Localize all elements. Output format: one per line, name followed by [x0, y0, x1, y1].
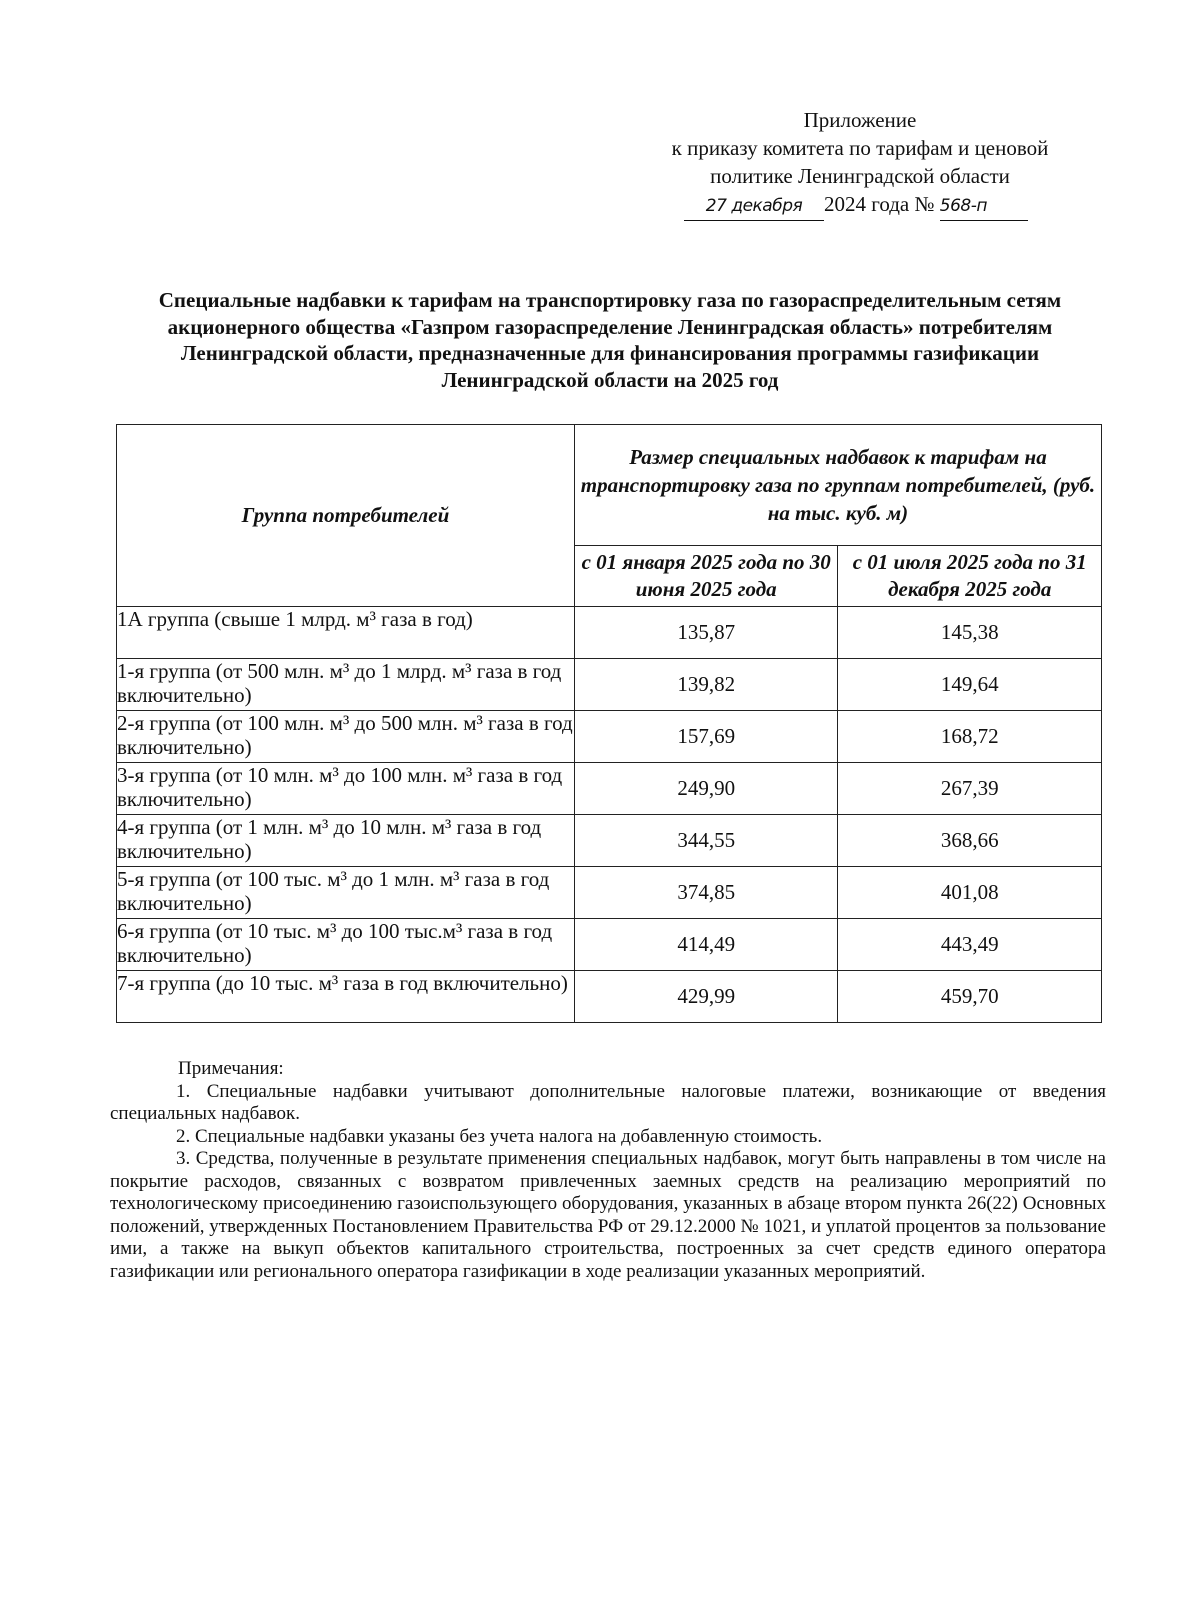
- table-row: [117, 659, 1102, 711]
- handwritten-date: 27 декабря: [684, 192, 824, 221]
- column-header-size: Размер специальных надбавок к тарифам на транспортировку газа по группам потребителей, (руб. на тыс. куб. м): [574, 425, 1101, 546]
- row-group-label: 2-я группа (от 100 млн. м³ до 500 млн. м³ газа в год включительно): [117, 711, 575, 763]
- row-group-label: 4-я группа (от 1 млн. м³ до 10 млн. м³ газа в год включительно): [117, 815, 575, 867]
- row-group-label: 6-я группа (от 10 тыс. м³ до 100 тыс.м³ газа в год включительно): [117, 919, 575, 971]
- row-value-period-1: 344,55: [574, 815, 838, 867]
- table-header-row: [117, 425, 1102, 546]
- table-row: [117, 971, 1102, 1023]
- notes-heading: Примечания:: [178, 1058, 284, 1079]
- row-value-period-2: 368,66: [838, 815, 1102, 867]
- column-header-period-2: с 01 июля 2025 года по 31 декабря 2025 года: [838, 546, 1102, 607]
- appendix-order-ref: к приказу комитета по тарифам и ценовой: [671, 136, 1049, 160]
- row-group-label: 1А группа (свыше 1 млрд. м³ газа в год): [117, 607, 575, 659]
- table-row: [117, 711, 1102, 763]
- row-value-period-2: 443,49: [838, 919, 1102, 971]
- row-value-period-1: 374,85: [574, 867, 838, 919]
- row-value-period-2: 401,08: [838, 867, 1102, 919]
- row-value-period-1: 157,69: [574, 711, 838, 763]
- tariff-table: [116, 424, 1102, 1023]
- row-value-period-1: 414,49: [574, 919, 838, 971]
- table-row: [117, 815, 1102, 867]
- row-value-period-2: 168,72: [838, 711, 1102, 763]
- row-group-label: 1-я группа (от 500 млн. м³ до 1 млрд. м³ газа в год включительно): [117, 659, 575, 711]
- row-value-period-1: 135,87: [574, 607, 838, 659]
- order-date-line: [640, 190, 1080, 221]
- row-group-label: 5-я группа (от 100 тыс. м³ до 1 млн. м³ газа в год включительно): [117, 867, 575, 919]
- row-value-period-2: 149,64: [838, 659, 1102, 711]
- table-row: [117, 867, 1102, 919]
- row-value-period-1: 429,99: [574, 971, 838, 1023]
- column-header-group: Группа потребителей: [117, 425, 575, 607]
- row-value-period-2: 267,39: [838, 763, 1102, 815]
- column-header-period-1: с 01 января 2025 года по 30 июня 2025 года: [574, 546, 838, 607]
- note-item: 1. Специальные надбавки учитывают дополнительные налоговые платежи, возникающие от введения специальных надбавок.: [110, 1080, 1106, 1124]
- appendix-committee: политике Ленинградской области: [710, 164, 1010, 188]
- document-title: Специальные надбавки к тарифам на транспортировку газа по газораспределительным сетям акционерного общества «Газпром газораспределение Ленинградская область» потребителям Ленинградской области, предназначенные для финансирования программы газификации Ленинградской области на 2025 год: [158, 288, 1062, 392]
- row-value-period-1: 139,82: [574, 659, 838, 711]
- row-group-label: 3-я группа (от 10 млн. м³ до 100 млн. м³ газа в год включительно): [117, 763, 575, 815]
- notes-section: [110, 1058, 1106, 1283]
- table-row: [117, 919, 1102, 971]
- table-row: [117, 607, 1102, 659]
- row-value-period-1: 249,90: [574, 763, 838, 815]
- note-item: 3. Средства, полученные в результате применения специальных надбавок, могут быть направлены в том числе на покрытие расходов, связанных с возвратом привлеченных заемных средств на реализацию мероприятий по технологическому присоединению газоиспользующего оборудования, указанных в абзаце втором пункта 26(22) Основных положений, утвержденных Постановлением Правительства РФ от 29.12.2000 № 1021, и уплатой процентов за пользование ими, а также на выкуп объектов капитального строительства, построенных за счет средств единого оператора газификации или регионального оператора газификации в ходе реализации указанных мероприятий.: [110, 1148, 1106, 1282]
- order-year: 2024 года №: [824, 192, 935, 216]
- handwritten-order-number: 568-п: [940, 192, 1028, 221]
- appendix-header: [640, 106, 1080, 221]
- table-row: [117, 763, 1102, 815]
- row-group-label: 7-я группа (до 10 тыс. м³ газа в год включительно): [117, 971, 575, 1023]
- appendix-label: Приложение: [803, 108, 917, 132]
- row-value-period-2: 145,38: [838, 607, 1102, 659]
- note-item: 2. Специальные надбавки указаны без учета налога на добавленную стоимость.: [176, 1125, 823, 1147]
- row-value-period-2: 459,70: [838, 971, 1102, 1023]
